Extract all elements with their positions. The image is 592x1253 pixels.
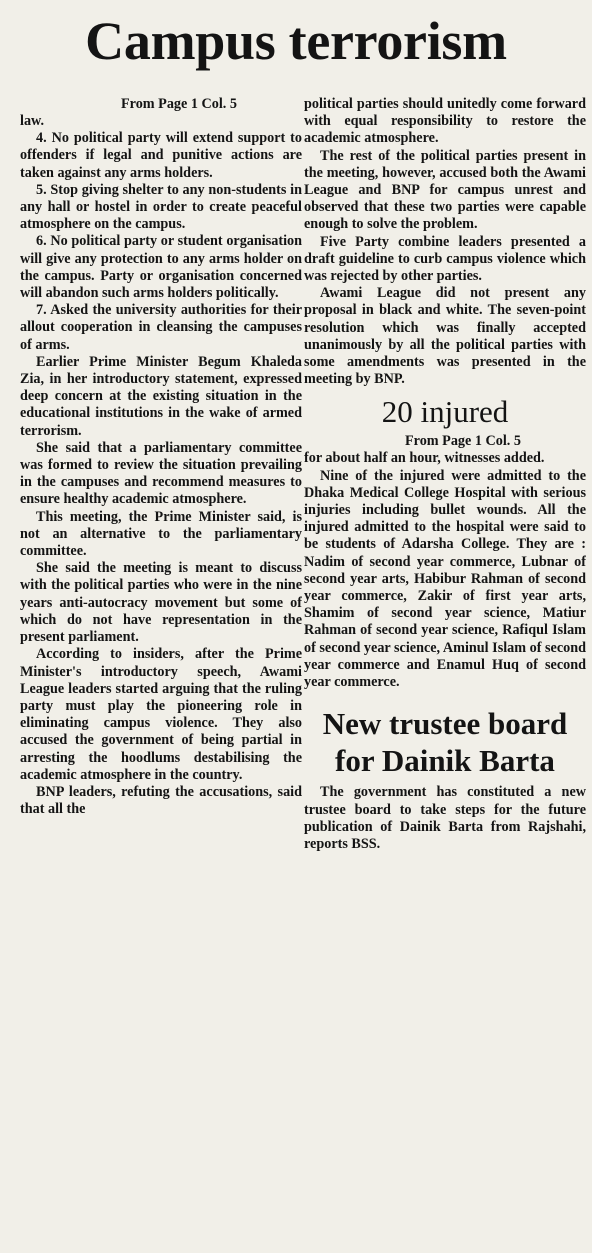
article-paragraph: Five Party combine leaders presented a draft guideline to curb campus violence which was rejected by other parties. (304, 233, 586, 285)
right-column (304, 96, 586, 1251)
article-paragraph: for about half an hour, witnesses added. (304, 450, 545, 467)
page-headline: Campus terrorism (85, 11, 507, 71)
article-paragraph: political parties should unitedly come forward with equal responsibility to restore the academic atmosphere. (304, 96, 586, 147)
article-paragraph: 5. Stop giving shelter to any non-students in any hall or hostel in order to create peaceful atmosphere on the campus. (20, 181, 302, 233)
article-paragraph: According to insiders, after the Prime Minister's introductory speech, Awami League leaders started arguing that the ruling party must play the pioneering role in eliminating campus violence. They also accused the government of being partial in arresting the hoodlums destabilising the academic atmosphere in the country. (20, 646, 302, 783)
continuation-line: From Page 1 Col. 5 (405, 433, 521, 450)
article-paragraph: 7. Asked the university authorities for their allout cooperation in cleansing the campuses of arms. (20, 302, 302, 353)
article-paragraph: 6. No political party or student organisation will give any protection to any arms holder on the campus. Party or organisation concerned will abandon such arms holders politically. (20, 233, 302, 302)
article-paragraph: law. (20, 113, 45, 129)
article-paragraph: The rest of the political parties present in the meeting, however, accused both the Awami League and BNP for campus unrest and observed that these two parties were capable enough to solve the problem. (304, 147, 586, 233)
article-paragraph: She said the meeting is meant to discuss with the political parties who were in the nine years anti-autocracy movement but some of which do not have representation in the present parliament. (20, 560, 302, 646)
article-paragraph: She said that a parliamentary committee was formed to review the situation prevailing in the campuses and recommend measures to ensure healthy academic atmosphere. (20, 439, 302, 508)
article-paragraph: Earlier Prime Minister Begum Khaleda Zia, in her introductory statement, expressed deep concern at the existing situation in the educational institutions in the wake of armed terrorism. (20, 353, 302, 439)
article-paragraph: Nine of the injured were admitted to the Dhaka Medical College Hospital with serious injuries including bullet wounds. All the injured admitted to the hospital were said to be students of Adarsha College. They are : Nadim of second year commerce, Lubnar of second year arts, Habibur Rahman of second year commerce, Zakir of first year arts, Shamim of second year science, Matiur Rahman of second year science, Rafiqul Islam of second year science, Aminul Islam of second year commerce and Enamul Huq of second year commerce. (304, 467, 586, 691)
article-paragraph: This meeting, the Prime Minister said, is not an alternative to the parliamentary committee. (20, 508, 302, 560)
trustee-headline: New trustee board for Dainik Barta (322, 706, 568, 779)
injured-headline: 20 injured (381, 394, 509, 430)
article-paragraph: Awami League did not present any proposal in black and white. The seven-point resolution which was finally accepted unanimously by all the political parties with some amendments was presented in the meeting by BNP. (304, 285, 586, 388)
article-paragraph: 4. No political party will extend support to offenders if legal and punitive actions are taken against any arms holders. (20, 130, 302, 181)
continuation-line: From Page 1 Col. 5 (121, 96, 237, 112)
article-paragraph: The government has constituted a new trustee board to take steps for the future publication of Dainik Barta from Rajshahi, reports BSS. (304, 784, 586, 852)
article-paragraph: BNP leaders, refuting the accusations, said that all the (20, 783, 302, 818)
left-column (20, 96, 302, 1251)
